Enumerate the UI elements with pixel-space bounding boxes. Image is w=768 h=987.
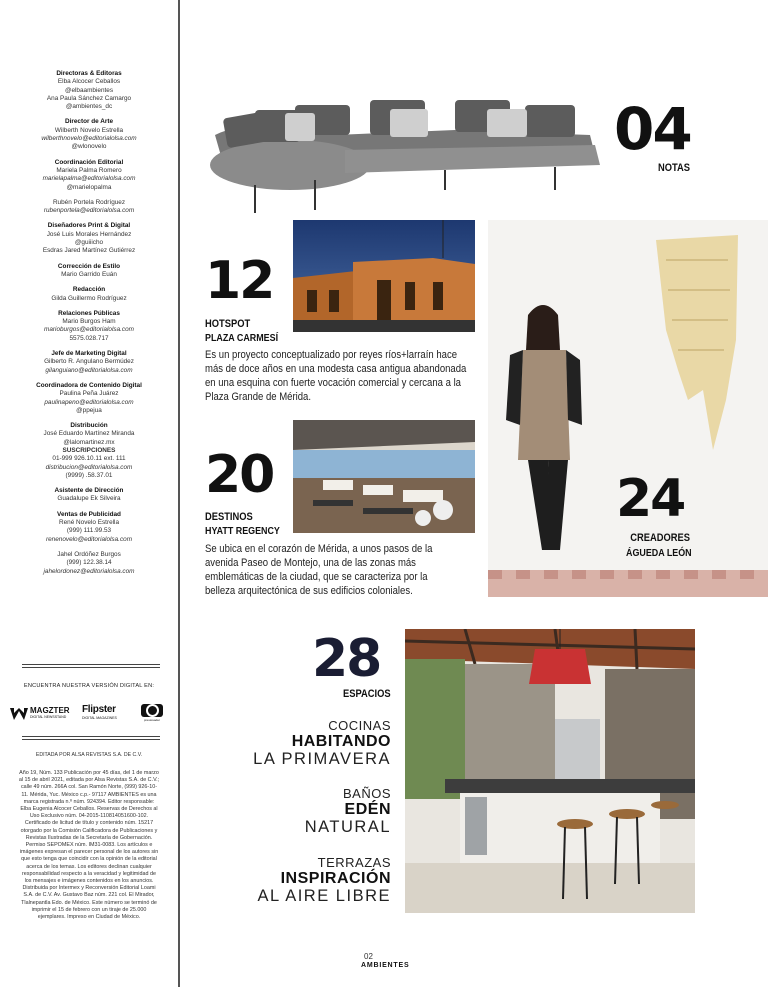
destinos-number: 20: [205, 445, 274, 505]
credit-handle: @ambientes_dc: [65, 103, 113, 111]
divider: [22, 736, 160, 737]
credit-block: [0, 487, 178, 504]
credit-line: Esdras Jared Martínez Gutiérrez: [42, 247, 136, 255]
credit-handle: @guiiicho: [74, 239, 104, 247]
pressreader-icon: [141, 704, 163, 717]
credit-block: [0, 382, 178, 415]
espacios-number: 28: [312, 629, 381, 689]
credit-line: René Novelo Estrella: [58, 519, 120, 527]
credit-role: Relaciones Públicas: [58, 309, 120, 317]
credit-block: [0, 422, 178, 480]
cocinas-title: HABITANDO: [291, 733, 391, 750]
credit-block: [0, 286, 178, 303]
divider: [22, 739, 160, 740]
credit-line: Paulina Peña Juárez: [59, 390, 119, 398]
credit-email[interactable]: rubenportela@editorialolsa.com: [43, 207, 135, 215]
terrazas-category: TERRAZAS: [317, 855, 391, 870]
terrazas-title: INSPIRACIÓN: [280, 870, 391, 887]
credit-line: José Eduardo Martínez Miranda: [43, 430, 135, 438]
credit-line: (999) 111.99.53: [66, 527, 112, 535]
credit-line: 01-999 926.10.11 ext. 111: [52, 455, 126, 463]
espacios-section: ESPACIOS: [343, 688, 391, 700]
credit-email[interactable]: jahelordonez@editorialolsa.com: [43, 567, 135, 575]
kitchen-photo: [405, 629, 695, 913]
hyatt-regency-photo: [293, 420, 475, 533]
pressreader-logo[interactable]: [141, 704, 163, 720]
divider: [22, 664, 160, 665]
credit-block: [0, 350, 178, 375]
credits-column: [0, 70, 178, 583]
credit-block: [0, 263, 178, 280]
credit-role: Corrección de Estilo: [57, 262, 121, 270]
credit-role: Redacción: [72, 286, 106, 294]
credit-handle: @ppejua: [76, 406, 102, 414]
credit-block: [0, 310, 178, 343]
cocinas-subtitle: LA PRIMAVERA: [253, 750, 391, 768]
column-divider: [178, 0, 180, 987]
magzter-sub: DIGITAL NEWSSTAND: [30, 715, 67, 719]
magzter-icon: [10, 708, 28, 720]
banos-title: EDÉN: [344, 801, 391, 818]
credit-email[interactable]: gilanguiano@editorialolsa.com: [45, 366, 133, 374]
flipster-name: Flipster: [82, 704, 116, 715]
digital-version-title: ENCUENTRA NUESTRA VERSIÓN DIGITAL EN:: [23, 683, 155, 689]
hotspot-number: 12: [205, 251, 274, 311]
credit-block: [0, 159, 178, 192]
flipster-logo[interactable]: [82, 706, 117, 722]
credit-line: Guadalupe Ek Silveira: [57, 495, 121, 503]
credit-email[interactable]: distribucion@editorialolsa.com: [45, 463, 133, 471]
divider: [22, 667, 160, 668]
credit-line: Mariela Palma Romero: [56, 166, 122, 174]
credit-role: Jefe de Marketing Digital: [51, 350, 127, 358]
magazine-name: AMBIENTES: [361, 962, 410, 969]
credit-block: [0, 199, 178, 216]
credit-role: Director de Arte: [64, 118, 114, 126]
credit-handle: @marielopalma: [66, 183, 112, 191]
credit-line: (999) 122.38.14: [66, 559, 112, 567]
hotspot-subtitle: PLAZA CARMESÍ: [205, 332, 279, 344]
credit-line: (9999) .58.37.01: [65, 471, 113, 479]
credit-line: Gilberto R. Angulano Bermúdez: [44, 358, 134, 366]
credit-role: Asistente de Dirección: [54, 487, 124, 495]
terrazas-subtitle: AL AIRE LIBRE: [257, 887, 391, 905]
credit-block: [0, 118, 178, 151]
credit-handle: @wlonovelo: [71, 143, 107, 151]
credit-role: Coordinadora de Contenido Digital: [36, 381, 142, 389]
legal-notice: Año 19, Núm. 133 Publicación por 45 días, del 1 de marzo al 15 de abril 2021, editada por Alsa Revistas S.A. de C.V.; calle 49 núm. 266A col. San Ramón Norte, (999) 926-10-11. Mérida, Yuc. México c.p.- 97117 AMBIENTES es una marca registrada n.º núm. 924394. Editor responsable: Elba Eugenia Alcocer Ceballos. Reservas de Derechos al Uso Exclusivo núm. 04-2015-110814051600-102. Certificado de licitud de título y contenido núm. 15217 otorgado por la Comisión Calificadora de Publicaciones y Revistas Ilustradas de la Secretaría de Gobernación. Permiso SEPOMEX núm. IM31-0083. Los artículos e imágenes expresan el parecer personal de los autores sin que esto tenga que coincidir con la opinión de la editorial acerca de los temas. Los editores declinan cualquier responsabilidad respecto a la veracidad y legitimidad de los mensajes e imágenes contenidos en los anuncios. Distribuida por Intermex y Reconversión Editorial Loami S.A. de C.V. Av. Gustavo Baz núm. 221 col. El Mirador, Tlalnepantla Edo. de México. Este número se terminó de imprimir el 15 de febrero con un tiraje de 25.000 ejemplares. Impreso en Ciudad de México.: [18, 770, 160, 921]
notas-label: NOTAS: [658, 162, 691, 174]
pressreader-name: pressreader: [143, 718, 160, 722]
credit-line: Mario Garrido Euán: [61, 270, 117, 278]
credit-role: Ventas de Publicidad: [57, 510, 121, 518]
credit-line: 5575.028.717: [69, 334, 109, 342]
credit-role: Directoras & Editoras: [56, 70, 122, 77]
banos-category: BAÑOS: [342, 786, 391, 801]
credit-block: [0, 222, 178, 255]
creadores-number: 24: [616, 469, 685, 529]
credit-line: SUSCRIPCIONES: [62, 446, 116, 454]
page-number: 02: [364, 952, 373, 961]
credit-email[interactable]: renenovelo@editorialolsa.com: [45, 535, 133, 543]
creadores-section: CREADORES: [630, 532, 690, 544]
credit-email[interactable]: paulinapeno@editorialolsa.com: [44, 398, 134, 406]
credit-line: Elba Alcocer Ceballos: [57, 78, 121, 86]
credit-role: Coordinación Editorial: [54, 158, 124, 166]
publisher-line: EDITADA POR ALSA REVISTAS S.A. DE C.V.: [35, 752, 143, 758]
credit-handle: @elbaambientes: [64, 86, 114, 94]
credit-block: [0, 551, 178, 576]
credit-line: José Luis Morales Hernández: [46, 230, 132, 238]
magzter-name: MAGZTER: [30, 706, 70, 715]
sofa-photo: [195, 95, 605, 215]
credit-line: Gilda Guillermo Rodríguez: [51, 294, 127, 302]
credit-handle: @lalomartinez.mx: [63, 438, 115, 446]
hotspot-text: Es un proyecto conceptualizado por reyes ríos+larraín hace más de doce años en una modesta casa antigua abandonada en una esquina con fuerte vocación comercial y cercana a la Plaza Grande de Mérida.: [205, 349, 467, 403]
hotspot-section: HOTSPOT: [205, 318, 251, 330]
destinos-section: DESTINOS: [205, 511, 253, 523]
credit-block: [0, 70, 178, 111]
flipster-sub: DIGITAL MAGAZINES: [82, 716, 117, 720]
credit-line: Rubén Portela Rodríguez: [52, 198, 126, 206]
cocinas-category: COCINAS: [328, 718, 391, 733]
credit-line: Jahel Ordóñez Burgos: [57, 550, 121, 558]
credit-block: [0, 511, 178, 544]
creadores-subtitle: ÁGUEDA LEÓN: [626, 547, 692, 559]
credit-email[interactable]: marielapalma@editorialolsa.com: [42, 175, 136, 183]
credit-email[interactable]: marioburgos@editorialolsa.com: [44, 326, 134, 334]
credit-line: Mario Burgos Ham: [62, 318, 116, 326]
credit-email[interactable]: wilberthnovelo@editorialolsa.com: [41, 135, 137, 143]
destinos-subtitle: HYATT REGENCY: [205, 525, 280, 537]
notas-number: 04: [614, 95, 691, 163]
credit-role: Diseñadores Print & Digital: [47, 222, 131, 230]
credit-line: Ana Paula Sánchez Camargo: [46, 94, 132, 102]
magzter-logo[interactable]: [10, 706, 70, 722]
credit-line: Wilberth Novelo Estrella: [54, 126, 124, 134]
credit-role: Distribución: [70, 422, 108, 430]
banos-subtitle: NATURAL: [304, 818, 391, 836]
plaza-carmesi-photo: [293, 220, 475, 332]
destinos-text: Se ubica en el corazón de Mérida, a unos pasos de la avenida Paseo de Montejo, una de las zonas más emblemáticas de la ciudad, que se caracteriza por la belleza arquitectónica de sus edificios coloniales.: [205, 543, 433, 597]
